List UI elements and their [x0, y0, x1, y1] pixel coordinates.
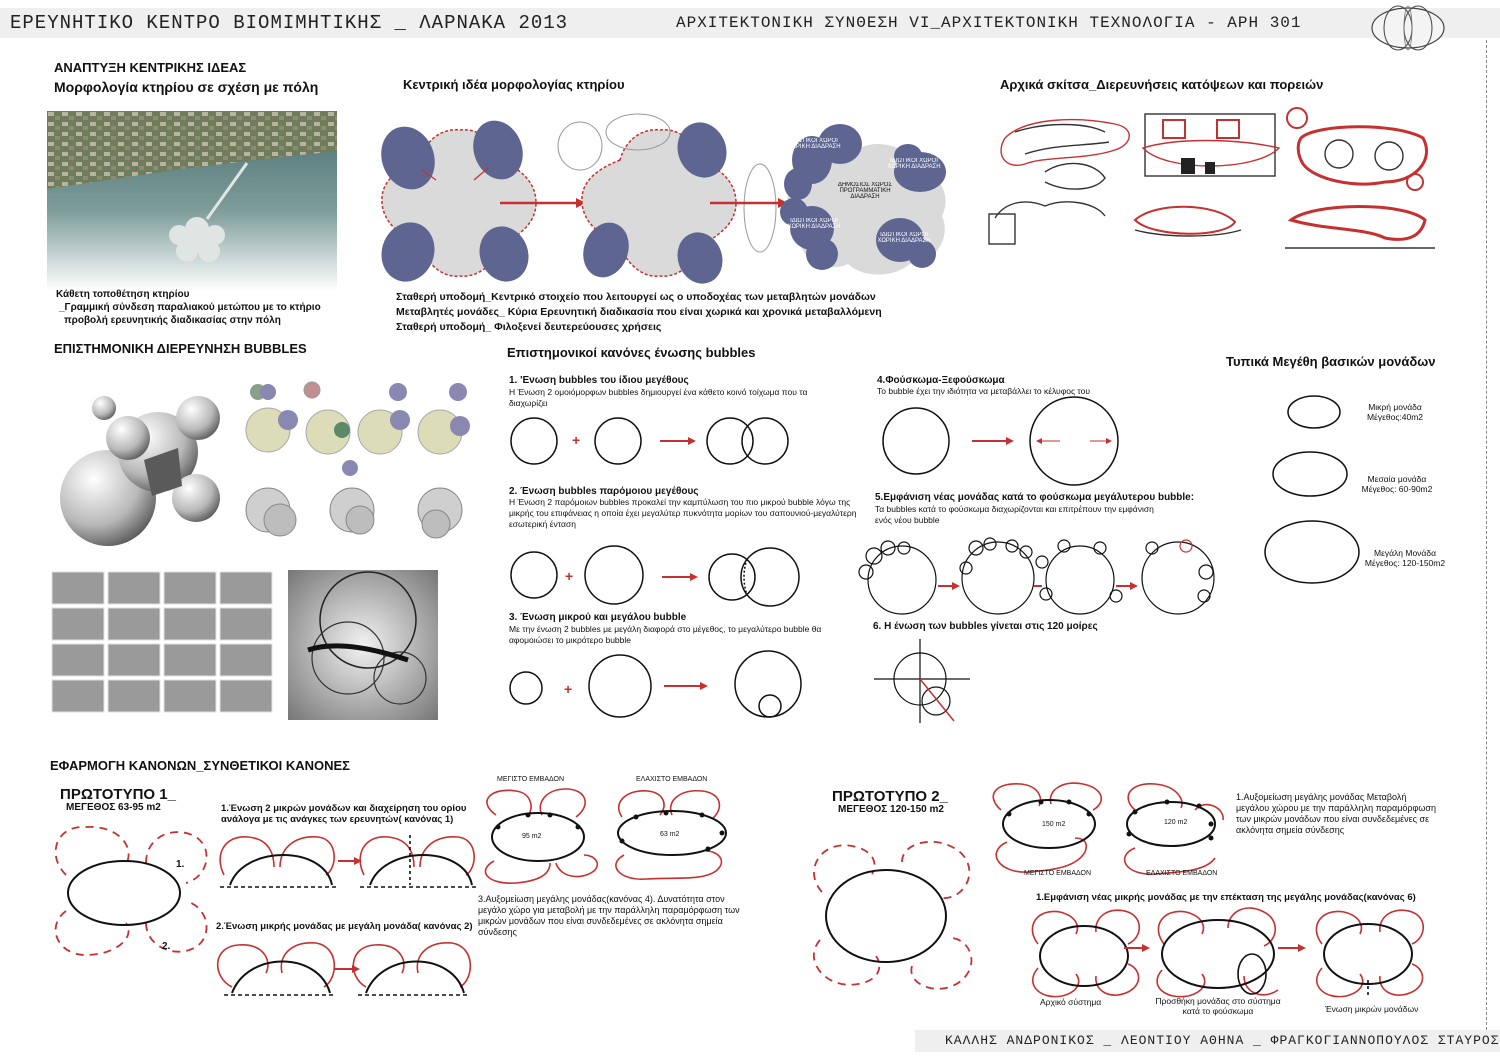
svg-text:+: +: [564, 681, 573, 697]
rule-5-title: 5.Εμφάνιση νέας μονάδας κατά το φούσκωμα μεγάλυτερου bubble:: [875, 492, 1195, 503]
rule-4-desc: Το bubble έχει την ιδιότητα να μεταβάλλει το κέλυφος του: [877, 386, 1091, 396]
private-label-nw: ΙΔΙΩΤΙΚΟΙ ΧΩΡΟΙ ΧΩΡΙΚΗ ΔΙΑΔΡΑΣΗ: [787, 138, 841, 150]
rule-3-desc: Με την ένωση 2 bubbles με μεγάλη διαφορά στο μέγεθος, το μεγαλύτερο bubble θα αφομοιώσει το μικρότερο bubble: [509, 624, 822, 645]
prototype-2-size: ΜΕΓΕΘΟΣ 120-150 m2: [838, 804, 944, 815]
morphology-diagram: [370, 108, 970, 288]
prototype-2-diagram: [802, 830, 982, 1000]
public-label: ΔΗΜΟΣΙΟΣ ΧΩΡΟΣ ΠΡΟΓΡΑΜΜΑΤΙΚΗ ΔΙΑΔΡΑΣΗ: [837, 182, 893, 200]
bubble-diagrams-grid: [240, 380, 480, 550]
area-120-label: 120 m2: [1164, 819, 1188, 826]
svg-text:+: +: [565, 568, 574, 584]
sizes-title: Τυπικά Μεγέθη βασικών μονάδων: [1226, 354, 1436, 369]
morphology-line-3: Σταθερή υποδομή_ Φιλοξενεί δευτερεύουσες χρήσεις: [396, 321, 662, 333]
p2-step-1-label: Αρχικό σύστημα: [1040, 997, 1102, 1007]
private-label-sw: ΙΔΙΩΤΙΚΟΙ ΧΩΡΟΙ ΧΩΡΙΚΗ ΔΙΑΔΡΑΣΗ: [787, 218, 841, 230]
rule-1-title: 1. 'Ενωση bubbles του ίδιου μεγέθους: [509, 375, 689, 386]
p2-step-3-label: Ένωση μικρών μονάδων: [1325, 1004, 1419, 1014]
p2-step-2-label: Προσθήκη μονάδας στο σύστημα κατά το φούσκωμα: [1155, 996, 1281, 1016]
svg-text:+: +: [572, 432, 581, 448]
research-title: ΕΠΙΣΤΗΜΟΝΙΚΗ ΔΙΕΡΕΥΝΗΣΗ BUBBLES: [54, 341, 307, 356]
prototype-1-diagram: [46, 815, 216, 965]
max-area-label-2: ΜΕΓΙΣΤΟ ΕΜΒΑΔΟΝ: [1024, 870, 1092, 877]
rule-6-diagram: [870, 635, 980, 725]
soap-bubble-photo: [288, 570, 438, 720]
rule-3-diagram: [508, 648, 808, 718]
private-label-ne: ΙΔΙΩΤΙΚΟΙ ΧΩΡΟΙ ΧΩΡΙΚΗ ΔΙΑΔΡΑΣΗ: [887, 158, 941, 170]
prototype-2-rule-2: 1.Εμφάνιση νέας μικρής μονάδας με την επέκταση της μεγάλης μονάδας(κανόνας 6): [1036, 892, 1416, 903]
private-label-se: ΙΔΙΩΤΙΚΟΙ ΧΩΡΟΙ ΧΩΡΙΚΗ ΔΙΑΔΡΑΣΗ: [877, 232, 931, 244]
header-right-title: ΑΡΧΙΤΕΚΤΟΝΙΚΗ ΣΥΝΘΕΣΗ VI_ΑΡΧΙΤΕΚΤΟΝΙΚΗ ΤΕΧΝΟΛΟΓΙΑ - ΑΡΗ 301: [676, 14, 1302, 32]
rule-4-diagram: [880, 405, 1130, 485]
rule-1-diagram: [510, 415, 830, 475]
medium-unit-name: Μεσαία μονάδα: [1367, 474, 1427, 484]
prototype-1-size: ΜΕΓΕΘΟΣ 63-95 m2: [66, 802, 161, 813]
project-logo: [1368, 2, 1448, 54]
large-unit-size: Μέγεθος: 120-150m2: [1364, 558, 1446, 568]
prototype-2-rule-2-diagram: [1024, 904, 1424, 1000]
header-left-title: ΕΡΕΥΝΗΤΙΚΟ ΚΕΝΤΡΟ ΒΙΟΜΙΜΗΤΙΚΗΣ _ ΛΑΡΝΑΚΑ 2013: [10, 12, 569, 34]
sketches-title: Αρχικά σκίτσα_Διερευνήσεις κατόψεων και πορειών: [1000, 77, 1324, 92]
rule-5-diagram: [856, 538, 1216, 618]
concept-title: ΑΝΑΠΤΥΞΗ ΚΕΝΤΡΙΚΗΣ ΙΔΕΑΣ: [54, 60, 247, 75]
concept-caption-2: _Γραμμική σύνδεση παραλιακού μετώπου με το κτήριο: [59, 302, 321, 313]
rule-2-desc: Η Ένωση 2 παρόμοιων bubbles προκαλεί την καμπύλωση του πιο μικρού bubble λόγω της μικρής του επιφάνειας η οποία έχει μεγαλύτερ πυκνότητα μορίων του σαπουνιού-μεγαλύτερη εσωτερική ένταση: [509, 497, 857, 529]
concept-caption-3: προβολή ερευνητικής διαδικασίας στην πόλη: [64, 315, 281, 326]
rule-4-title: 4.Φούσκωμα-Ξεφούσκωμα: [877, 375, 1005, 386]
prototype-1-rule-2: 2.Ένωση μικρής μονάδας με μεγάλη μονάδα( κανόνας 2): [216, 921, 473, 932]
bubbles-3d-render: [48, 378, 228, 548]
aerial-site-photo: [47, 111, 337, 291]
rule-3-title: 3. Ένωση μικρού και μεγάλου bubble: [509, 612, 687, 623]
prototype-2-rule-1: 1.Αυξομείωση μεγάλης μονάδας Μεταβολή μεγάλου χώρου με την παράλληλη παραμόρφωση των μικρών μονάδων που είναι συνδεδεμένες σε ακλόνητα σημεία σύνδεσης: [1236, 792, 1436, 835]
rule-5-desc: Τα bubbles κατά το φούσκωμα διαχωρίζονται και επιτρέπουν την εμφάνιση ενός νέου bubble: [875, 504, 1154, 525]
morphology-title: Κεντρική ιδέα μορφολογίας κτηρίου: [403, 77, 625, 92]
min-area-label-1: ΕΛΑΧΙΣΤΟ ΕΜΒΑΔΟΝ: [636, 776, 708, 783]
footer-authors: ΚΑΛΛΗΣ ΑΝΔΡΟΝΙΚΟΣ _ ΛΕΟΝΤΙΟΥ ΑΘΗΝΑ _ ΦΡΑΓΚΟΓΙΑΝΝΟΠΟΥΛΟΣ ΣΤΑΥΡΟΣ: [945, 1033, 1500, 1048]
prototype-2-title: ΠΡΩΤΟΤΥΠΟ 2_: [832, 788, 948, 805]
prototype-1-rule-1: 1.Ένωση 2 μικρών μονάδων και διαχείρηση του ορίου ανάλογα με τις ανάγκες των ερευνητών( κανόνας 1): [221, 803, 467, 825]
prototype-1-area-diagram: [476, 785, 736, 885]
rule-2-diagram: [510, 545, 830, 605]
prototype-1-mark-2: 2.: [162, 941, 171, 952]
prototype-1-title: ΠΡΩΤΟΤΥΠΟ 1_: [60, 786, 176, 803]
right-margin-cutline: [1486, 40, 1487, 1030]
large-unit-name: Μεγάλη Μονάδα: [1374, 548, 1436, 558]
morphology-line-2: Μεταβλητές μονάδες_ Κύρια Ερευνητική διαδικασία που είναι χωρικά και χρονικά μεταβαλλόμενη: [396, 306, 882, 318]
medium-unit-size: Μέγεθος: 60-90m2: [1361, 484, 1433, 494]
prototype-1-rule-2-diagram: [212, 933, 477, 1003]
max-area-label-1: ΜΕΓΙΣΤΟ ΕΜΒΑΔΟΝ: [497, 776, 565, 783]
small-unit-size: Μέγεθος:40m2: [1366, 412, 1424, 422]
prototype-1-rule-1-diagram: [214, 825, 474, 895]
rule-6-title: 6. Η ένωση των bubbles γίνεται στις 120 μοίρες: [873, 621, 1098, 632]
prototype-1-rule-3: 3.Αυξομείωση μεγάλης μονάδας(κανόνας 4). Δυνατότητα στον μεγάλο χώρο για μεταβολή με την παράλληλη παραμόρφωση των μικρών μονάδων που είναι συνδεδεμένες σε ακλόνητα σημεία σύνδεσης: [478, 894, 740, 937]
composition-title: ΕΦΑΡΜΟΓΗ ΚΑΝΟΝΩΝ_ΣΥΝΘΕΤΙΚΟΙ ΚΑΝΟΝΕΣ: [50, 758, 350, 773]
initial-sketches: [985, 98, 1465, 258]
morphology-line-1: Σταθερή υποδομή_Κεντρικό στοιχείο που λειτουργεί ως ο υποδοχέας των μεταβλητών μονάδων: [396, 291, 876, 303]
area-63-label: 63 m2: [660, 831, 680, 838]
concept-subtitle: Μορφολογία κτηρίου σε σχέση με πόλη: [54, 79, 319, 95]
concept-caption-1: Κάθετη τοποθέτηση κτηρίου: [56, 289, 190, 300]
small-unit-name: Μικρή μονάδα: [1368, 402, 1422, 412]
area-150-label: 150 m2: [1042, 821, 1066, 828]
rules-title: Επιστημονικοί κανόνες ένωσης bubbles: [507, 345, 756, 360]
morphology-stage-1: [373, 114, 537, 289]
min-area-label-2: ΕΛΑΧΙΣΤΟ ΕΜΒΑΔΟΝ: [1146, 870, 1218, 877]
rule-2-title: 2. Ένωση bubbles παρόμοιου μεγέθους: [509, 486, 699, 497]
rule-1-desc: Η Ένωση 2 ομοιόμορφων bubbles δημιουργεί ένα κάθετο κοινό τοίχωμα που τα διαχωρίζει: [509, 387, 808, 408]
prototype-2-area-diagram: [985, 780, 1225, 880]
bubble-photo-grid: [48, 568, 280, 716]
prototype-1-mark-1: 1.: [176, 859, 185, 870]
area-95-label: 95 m2: [522, 833, 542, 840]
